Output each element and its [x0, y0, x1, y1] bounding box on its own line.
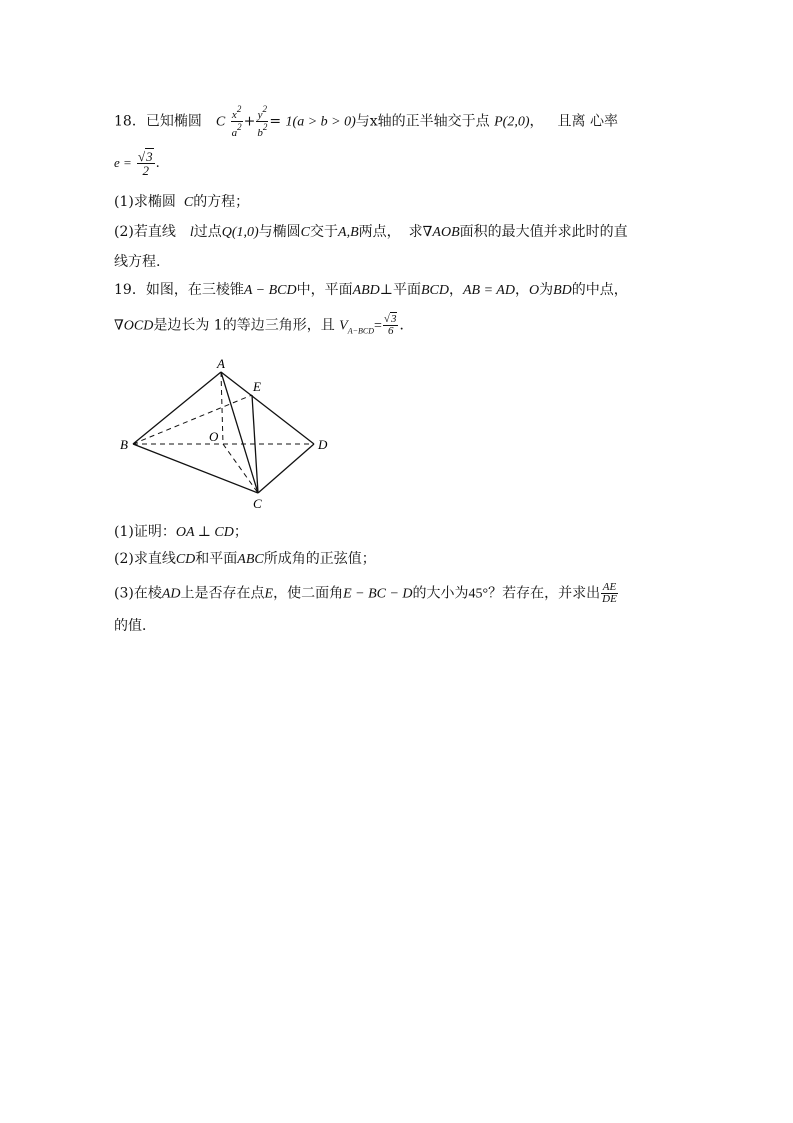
edge-be-hidden: [133, 395, 252, 444]
label-b: B: [120, 437, 128, 452]
q19-part1: (1)证明：OA ⊥ CD；: [114, 524, 248, 540]
q18-part2: (2)若直线 l过点Q(1,0)与椭圆C交于A,B两点， 求∇AOB面积的最大值并求此时的直: [114, 224, 628, 240]
q19-line1: 19．如图，在三棱锥A − BCD中，平面ABD⊥平面BCD，AB = AD，O为BD的中点，: [114, 282, 628, 298]
q18-e-root: 3: [146, 149, 153, 164]
q18-intersect-text: 与x轴的正半轴交于点: [355, 113, 490, 130]
edge-cd: [258, 444, 314, 493]
q19-ae-de-fraction: $\frac{AE}{DE}$: [602, 581, 617, 605]
q19-part2: (2)求直线CD和平面ABC所成角的正弦值；: [114, 551, 376, 567]
label-e: E: [253, 379, 261, 394]
q18-part1: (1)求椭圆 C的方程；: [114, 194, 250, 210]
edge-ba: [133, 372, 221, 444]
label-c: C: [253, 496, 262, 511]
pyramid-figure: [115, 355, 335, 515]
q18-e-den: 2: [142, 163, 149, 178]
q18-condition: 1(a > b > 0): [285, 114, 356, 130]
label-o: O: [209, 429, 219, 444]
q18-x-fraction: $\frac{x^2}{a^2}$: [231, 104, 242, 139]
edge-ao-hidden: [221, 372, 223, 444]
label-a: A: [217, 356, 225, 371]
q19-part3: (3)在棱AD上是否存在点E，使二面角E − BC − D的大小为45°？若存在，并求出 $\frac{AE}{DE}$: [114, 581, 617, 605]
q18-e-label: e =: [114, 155, 132, 170]
q18-intro: 已知椭圆: [145, 113, 202, 130]
q19-part3-cont: 的值．: [114, 618, 156, 634]
q18-eccentricity-text: 且离 心率: [557, 113, 618, 130]
q18-e-end: .: [155, 156, 160, 171]
q18-line1: 18．已知椭圆 C $\frac{x^2}{a^2}$ + $\frac{y^2}{b^2}$ = 1(a > b > 0)与x轴的正半轴交于点 P(2,0)， 且离 心率: [114, 104, 618, 139]
q19-v-fraction: $\frac{√3}{6}$: [383, 313, 397, 337]
edge-bc: [133, 444, 258, 493]
q18-sep: ，: [529, 113, 544, 130]
edge-ad: [221, 372, 314, 444]
q18-part2-cont: 线方程.: [114, 254, 161, 270]
q18-e-fraction: $\frac{√3}{2}$: [137, 149, 153, 178]
q18-ellipse-name: C: [215, 114, 226, 130]
q18-number: 18．: [114, 113, 146, 130]
q18-point-p: P(2,0): [494, 114, 530, 130]
q18-y-fraction: $\frac{y^2}{b^2}$: [257, 104, 268, 139]
label-d: D: [318, 437, 328, 452]
q18-line2: [114, 150, 160, 177]
q19-line2: ∇OCD是边长为 1的等边三角形，且 $V_{A-BCD}=$ $\frac{√3}{6}$ ．: [114, 313, 414, 337]
